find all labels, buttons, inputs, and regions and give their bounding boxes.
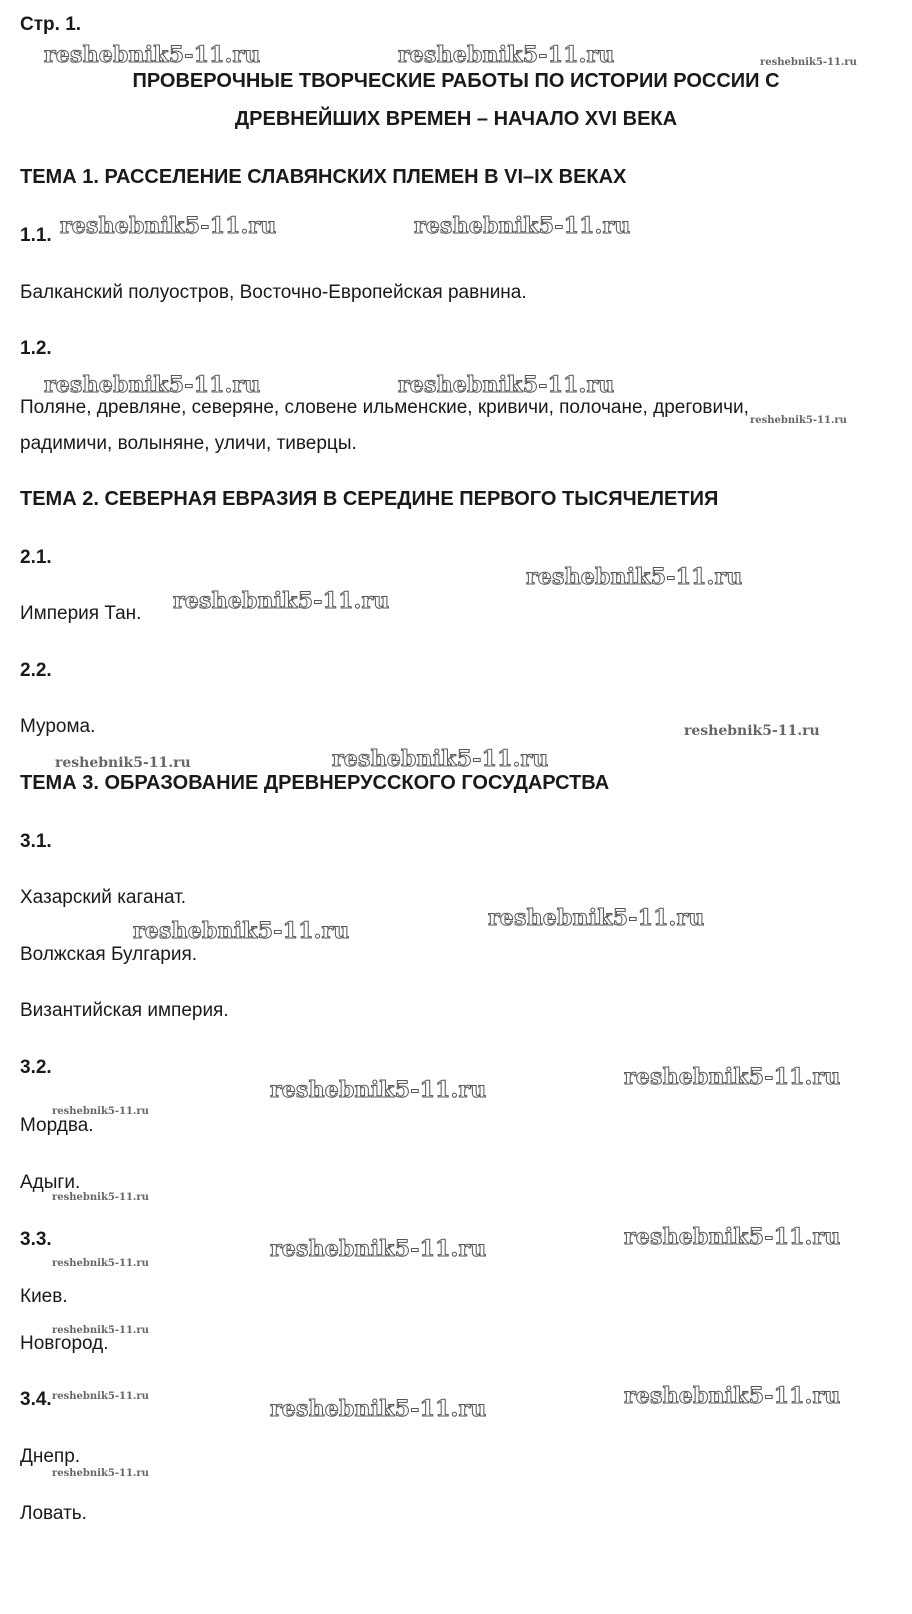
- theme-3-heading: ТЕМА 3. ОБРАЗОВАНИЕ ДРЕВНЕРУССКОГО ГОСУДАРСТВА: [20, 772, 610, 794]
- answer-3-1-line-2: Волжская Булгария.: [20, 944, 198, 965]
- theme-2-heading: ТЕМА 2. СЕВЕРНАЯ ЕВРАЗИЯ В СЕРЕДИНЕ ПЕРВОГО ТЫСЯЧЕЛЕТИЯ: [20, 488, 719, 510]
- question-number-3-2: 3.2.: [20, 1057, 52, 1078]
- watermark-small: reshebnik5-11.ru: [52, 1192, 149, 1203]
- watermark: reshebnik5-11.ru: [133, 918, 350, 944]
- watermark: reshebnik5-11.ru: [624, 1064, 841, 1090]
- watermark: reshebnik5-11.ru: [173, 588, 390, 614]
- watermark-small: reshebnik5-11.ru: [760, 57, 857, 68]
- watermark: reshebnik5-11.ru: [60, 213, 277, 239]
- watermark: reshebnik5-11.ru: [270, 1077, 487, 1103]
- watermark: reshebnik5-11.ru: [526, 564, 743, 590]
- answer-1-2-line-1: Поляне, древляне, северяне, словене ильменские, кривичи, полочане, дреговичи,: [20, 397, 749, 418]
- watermark: reshebnik5-11.ru: [624, 1224, 841, 1250]
- question-number-1-1: 1.1.: [20, 225, 52, 246]
- answer-1-2-line-2: радимичи, волыняне, уличи, тиверцы.: [20, 433, 357, 454]
- answer-3-4-line-1: Днепр.: [20, 1446, 81, 1467]
- page-label: Стр. 1.: [20, 14, 82, 35]
- watermark: reshebnik5-11.ru: [414, 213, 631, 239]
- answer-1-1: Балканский полуостров, Восточно-Европейская равнина.: [20, 282, 527, 303]
- answer-3-1-line-1: Хазарский каганат.: [20, 887, 187, 908]
- watermark: reshebnik5-11.ru: [270, 1236, 487, 1262]
- watermark: reshebnik5-11.ru: [488, 905, 705, 931]
- answer-2-2: Мурома.: [20, 716, 96, 737]
- watermark: reshebnik5-11.ru: [624, 1383, 841, 1409]
- question-number-2-2: 2.2.: [20, 660, 52, 681]
- question-number-1-2: 1.2.: [20, 338, 52, 359]
- watermark: reshebnik5-11.ru: [398, 372, 615, 398]
- watermark-small: reshebnik5-11.ru: [52, 1325, 149, 1336]
- watermark: reshebnik5-11.ru: [332, 746, 549, 772]
- watermark: reshebnik5-11.ru: [398, 42, 615, 68]
- answer-3-2-line-2: Адыги.: [20, 1172, 81, 1193]
- watermark-small: reshebnik5-11.ru: [55, 755, 191, 771]
- theme-1-heading: ТЕМА 1. РАССЕЛЕНИЕ СЛАВЯНСКИХ ПЛЕМЕН В VI–IX ВЕКАХ: [20, 166, 627, 188]
- question-number-2-1: 2.1.: [20, 547, 52, 568]
- answer-3-4-line-2: Ловать.: [20, 1503, 87, 1524]
- watermark-small: reshebnik5-11.ru: [52, 1468, 149, 1479]
- question-number-3-4: 3.4.: [20, 1389, 52, 1410]
- watermark-small: reshebnik5-11.ru: [52, 1106, 149, 1117]
- document-title-line-1: ПРОВЕРОЧНЫЕ ТВОРЧЕСКИЕ РАБОТЫ ПО ИСТОРИИ РОССИИ С: [132, 70, 780, 92]
- answer-2-1: Империя Тан.: [20, 603, 142, 624]
- watermark: reshebnik5-11.ru: [44, 372, 261, 398]
- answer-3-2-line-1: Мордва.: [20, 1115, 94, 1136]
- question-number-3-1: 3.1.: [20, 831, 52, 852]
- answer-3-1-line-3: Византийская империя.: [20, 1000, 229, 1021]
- answer-3-3-line-1: Киев.: [20, 1286, 68, 1307]
- watermark: reshebnik5-11.ru: [44, 42, 261, 68]
- watermark-small: reshebnik5-11.ru: [52, 1258, 149, 1269]
- watermark: reshebnik5-11.ru: [270, 1396, 487, 1422]
- watermark-small: reshebnik5-11.ru: [684, 723, 820, 739]
- watermark-small: reshebnik5-11.ru: [52, 1391, 149, 1402]
- answer-3-3-line-2: Новгород.: [20, 1333, 109, 1354]
- watermark-small: reshebnik5-11.ru: [750, 415, 847, 426]
- question-number-3-3: 3.3.: [20, 1229, 52, 1250]
- document-title-line-2: ДРЕВНЕЙШИХ ВРЕМЕН – НАЧАЛО XVI ВЕКА: [234, 108, 678, 130]
